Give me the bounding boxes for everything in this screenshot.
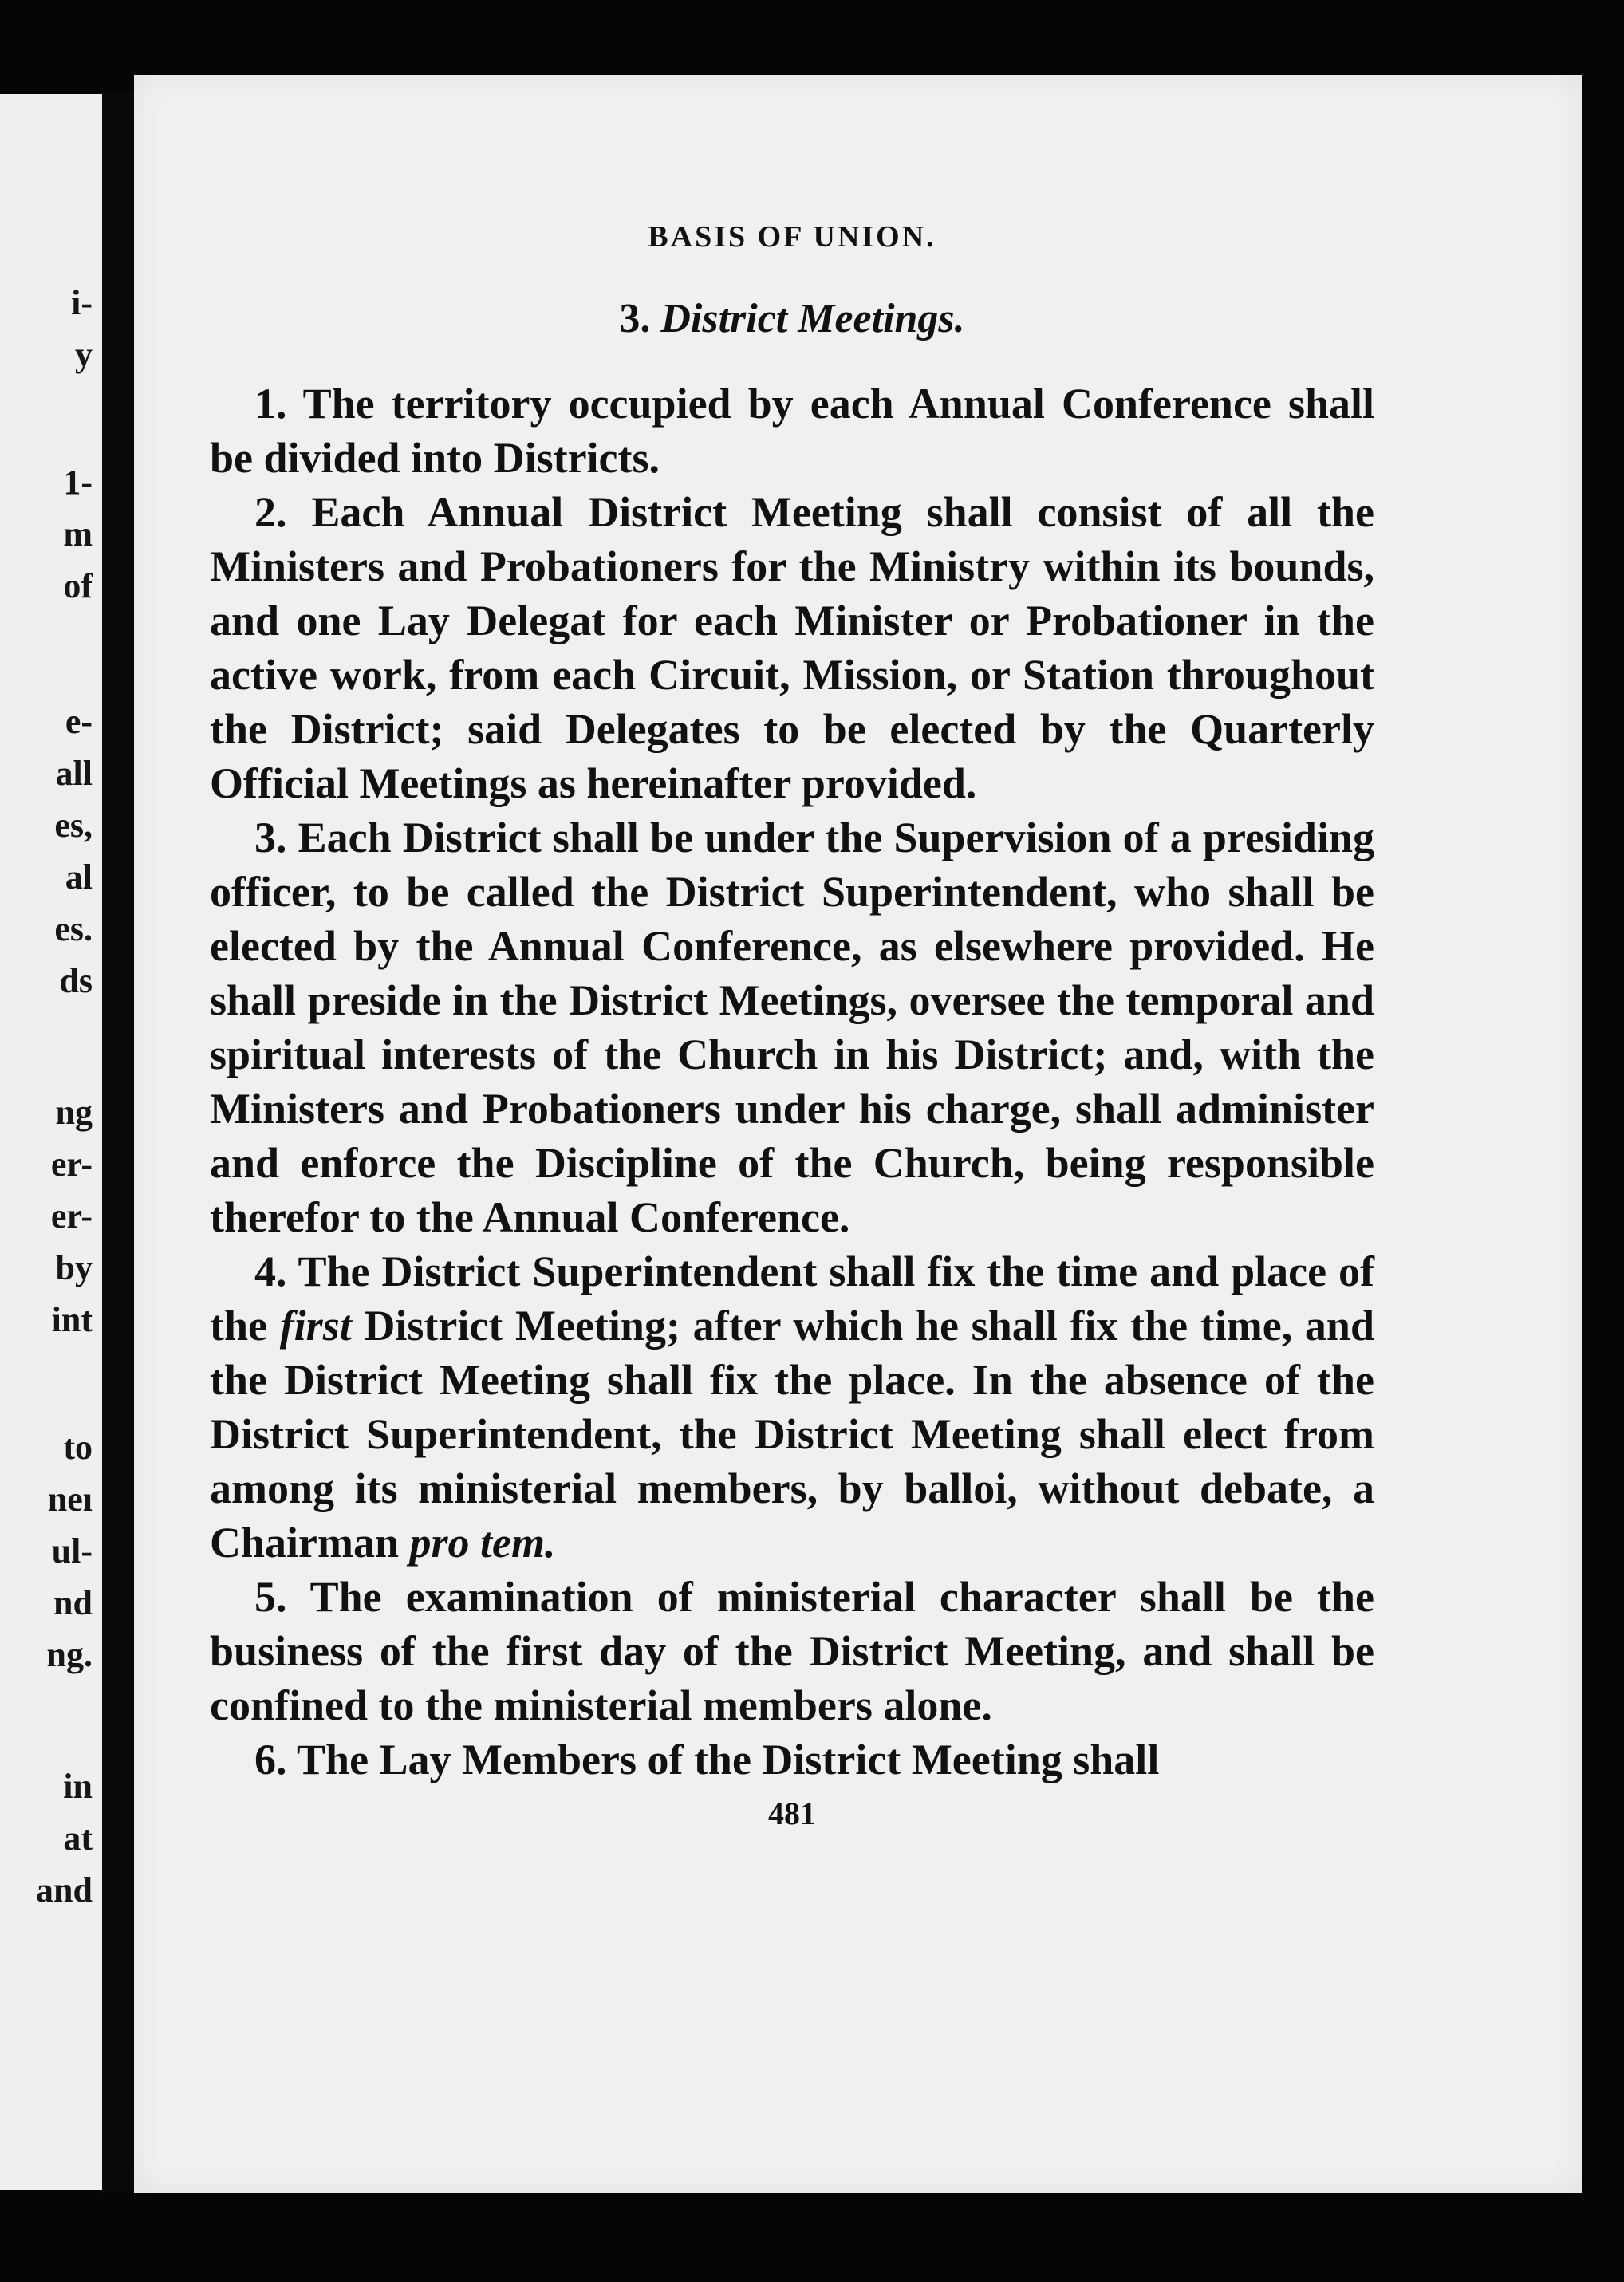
left-page-fragment: es, (54, 806, 93, 845)
left-page-fragment: ul- (51, 1531, 93, 1571)
section-number: 3. (619, 296, 651, 341)
page-number: 481 (768, 1795, 816, 1831)
left-page-fragment: ng (55, 1093, 93, 1132)
left-page-fragment: and (36, 1870, 93, 1910)
section-heading (210, 295, 1374, 343)
left-page-fragment: at (63, 1819, 93, 1858)
emphasis-text: pro tem. (409, 1519, 556, 1567)
paragraph-text: 5. The examination of ministerial character shall be the business of the first day of the District Meeting, and shall be confined to the ministerial members alone. (210, 1573, 1374, 1729)
left-page-fragment: by (55, 1248, 93, 1287)
left-page-fragment: e- (65, 702, 93, 741)
left-page-fragment: al (65, 857, 93, 897)
left-page-fragment: 1- (63, 463, 93, 502)
left-page-fragment: ds (59, 961, 93, 1000)
left-page-fragment: to (63, 1428, 93, 1467)
left-page-fragment: nd (53, 1583, 93, 1622)
left-page-fragment: ng. (46, 1635, 93, 1674)
paragraph (210, 1570, 1374, 1732)
left-page-fragment: m (63, 514, 93, 554)
paragraph-text: 4. The District Superintendent shall fix the time and place of the (210, 1247, 1374, 1350)
emphasis-text: first (279, 1302, 352, 1350)
left-page-fragment: er- (50, 1145, 93, 1184)
paragraph (210, 376, 1374, 485)
paragraph (210, 810, 1374, 1244)
paragraph (210, 1732, 1374, 1787)
left-page-fragment: neı (47, 1480, 93, 1519)
left-page-fragment: all (55, 754, 93, 793)
paragraph-list (210, 376, 1374, 1787)
left-page-fragment: y (75, 335, 93, 374)
paragraph (210, 485, 1374, 810)
left-page-fragment: of (63, 566, 93, 605)
paragraph-text: District Meeting; after which he shall fix the time, and the District Meeting shall fix the place. In the absence of the District Superintendent, the District Meeting shall elect from among its ministerial members, by balloi, without debate, a Chairman (210, 1302, 1374, 1567)
paragraph-text: 3. Each District shall be under the Supervision of a presiding officer, to be called the District Superintendent, who shall be elected by the Annual Conference, as elsewhere provided. He shall preside in the District Meetings, oversee the temporal and spiritual interests of the Church in his District; and, with the Ministers and Probationers under his charge, shall administer and enforce the Discipline of the Church, being responsible therefor to the Annual Conference. (210, 814, 1374, 1241)
paragraph-text: 2. Each Annual District Meeting shall consist of all the Ministers and Probationers for the Ministry within its bounds, and one Lay Delegat for each Minister or Probationer in the active work, from each Circuit, Mission, or Station throughout the District; said Delegates to be elected by the Quarterly Official Meetings as hereinafter provided. (210, 488, 1374, 807)
page-text-block (210, 217, 1374, 1836)
left-page-fragment: i- (71, 283, 93, 322)
left-page-fragment: er- (50, 1196, 93, 1236)
paragraph (210, 1244, 1374, 1570)
paragraph-text: 6. The Lay Members of the District Meeting shall (254, 1736, 1160, 1783)
running-head: BASIS OF UNION. (648, 220, 936, 254)
paragraph-text: 1. The territory occupied by each Annual Conference shall be divided into Districts. (210, 380, 1374, 482)
book-page (134, 75, 1582, 2193)
section-title: District Meetings. (660, 296, 965, 341)
left-facing-page (0, 94, 102, 2190)
left-page-fragment: es. (54, 909, 93, 948)
book-gutter (102, 92, 134, 2193)
left-page-fragment: in (63, 1767, 93, 1806)
left-page-fragment: int (51, 1300, 93, 1339)
